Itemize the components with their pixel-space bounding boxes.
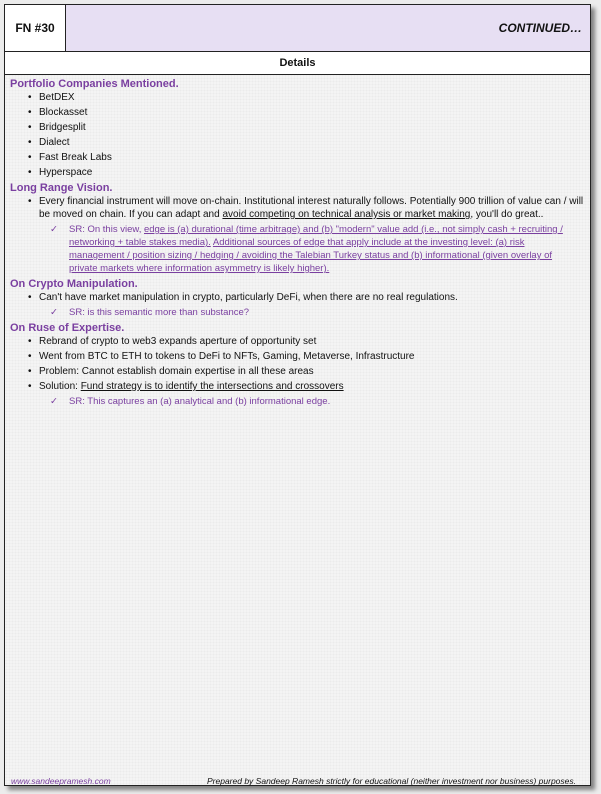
checkmark-icon: ✓	[50, 396, 58, 407]
sr-text: SR: is this semantic more than substance?	[69, 307, 250, 318]
list-item: • Hyperspace	[10, 166, 585, 179]
list-item	[10, 195, 585, 221]
sr-underlined-text-2: Additional sources of edge that apply include at the investing level: (a) risk management / position sizing / hedging / avoiding the Talebian Turkey status and (b) informational (given overlay of private markets where information asymmetry is likely higher).	[69, 237, 553, 274]
list-item: • Rebrand of crypto to web3 expands aperture of opportunity set	[10, 335, 585, 348]
details-heading: Details	[5, 52, 590, 75]
section-title-portfolio: Portfolio Companies Mentioned.	[10, 78, 179, 90]
vision-text-end: , you'll do great..	[470, 209, 544, 220]
sr-prefix: SR: On this view,	[69, 224, 144, 235]
list-item: • BetDEX	[10, 91, 585, 104]
continued-label: CONTINUED…	[66, 5, 590, 51]
solution-prefix: Solution:	[39, 381, 81, 392]
footer-website-link[interactable]: www.sandeepramesh.com	[11, 776, 111, 786]
sr-text: SR: This captures an (a) analytical and (b) informational edge.	[69, 396, 331, 407]
header	[5, 5, 590, 52]
list-item: • Problem: Cannot establish domain expertise in all these areas	[10, 365, 585, 378]
list-item: • Dialect	[10, 136, 585, 149]
list-item: • Bridgesplit	[10, 121, 585, 134]
sr-comment-manipulation	[10, 306, 585, 319]
checkmark-icon: ✓	[50, 307, 58, 318]
section-title-expertise: On Ruse of Expertise.	[10, 322, 125, 334]
footer-disclaimer: Prepared by Sandeep Ramesh strictly for educational (neither investment nor business) purposes.	[207, 776, 576, 786]
vision-list	[10, 195, 585, 221]
expertise-list	[10, 335, 585, 393]
section-title-vision: Long Range Vision.	[10, 182, 113, 194]
list-item	[10, 380, 585, 393]
sr-underlined-text: edge is (a) durational (time arbitrage) and (b) "modern" value add (i.e., not simply cash + recruiting / networking + table stakes media).	[69, 224, 563, 248]
sr-comment-vision	[10, 223, 585, 275]
section-title-manipulation: On Crypto Manipulation.	[10, 278, 138, 290]
portfolio-list	[10, 91, 585, 179]
fn-label: FN #30	[5, 5, 66, 51]
list-item: • Blockasset	[10, 106, 585, 119]
checkmark-icon: ✓	[50, 224, 58, 235]
list-item: • Can't have market manipulation in crypto, particularly DeFi, when there are no real regulations.	[10, 291, 585, 304]
vision-text: Every financial instrument will move on-chain. Institutional interest naturally follows. Potentially 900 trillion of value can / will be moved on chain. If you can adapt and	[39, 196, 584, 220]
note-page	[4, 4, 591, 786]
vision-underlined-text: avoid competing on technical analysis or market making	[222, 209, 471, 220]
sr-comment-expertise	[10, 395, 585, 408]
solution-underlined-text: Fund strategy is to identify the intersections and crossovers	[80, 381, 344, 392]
notes-content	[10, 77, 585, 410]
manipulation-list	[10, 291, 585, 304]
list-item: • Fast Break Labs	[10, 151, 585, 164]
list-item: • Went from BTC to ETH to tokens to DeFi to NFTs, Gaming, Metaverse, Infrastructure	[10, 350, 585, 363]
